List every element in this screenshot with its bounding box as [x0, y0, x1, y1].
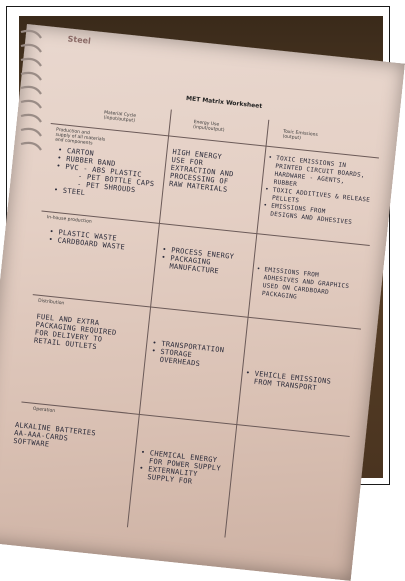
- cell-distribution-toxic: • VEHICLE EMISSIONS FROM TRANSPORT: [244, 368, 332, 393]
- cell-operation-material: ALKALINE BATTERIES AA-AAA-CARDS SOFTWARE: [12, 420, 97, 449]
- cell-distribution-energy: • TRANSPORTATION • STORAGE OVERHEADS: [150, 338, 225, 368]
- cell-production-energy: HIGH ENERGY USE FOR EXTRACTION AND PROCESSING OF RAW MATERIALS: [168, 147, 235, 194]
- row-label-inhouse: In-house production: [46, 215, 92, 225]
- worksheet-title: MET Matrix Worksheet: [185, 95, 263, 111]
- cell-distribution-material: FUEL AND EXTRA PACKAGING REQUIRED FOR DELIVERY TO RETAIL OUTLETS: [33, 312, 117, 352]
- column-header-toxic: Toxic Emissions (output): [282, 129, 318, 142]
- row-label-distribution: Distribution: [37, 298, 65, 307]
- column-header-energy: Energy Use (input/output): [192, 119, 225, 134]
- photo: [12, 16, 383, 486]
- cell-operation-energy: • CHEMICAL ENERGY FOR POWER SUPPLY • EXTERNALITY SUPPLY FOR: [137, 448, 222, 486]
- brand-logo: Steel: [67, 34, 92, 46]
- column-header-material: Material Cycle (input/output): [103, 110, 137, 124]
- cell-production-toxic: • TOXIC EMISSIONS IN PRINTED CIRCUIT BOARDS, HARDWARE - AGENTS, RUBBER • TOXIC ADDITIVES & RELEASE PELLETS • EMISSIONS FROM DESIGNS AND ADHESIVES: [262, 153, 371, 227]
- cell-inhouse-material: • PLASTIC WASTE • CARDBOARD WASTE: [48, 227, 126, 252]
- spiral-binding: [19, 16, 79, 478]
- row-label-operation: Operation: [32, 406, 56, 415]
- cell-inhouse-energy: • PROCESS ENERGY • PACKAGING MANUFACTURE: [160, 245, 235, 276]
- row-label-production: Production and supply of all materials and components: [54, 127, 106, 147]
- cell-inhouse-toxic: • EMISSIONS FROM ADHESIVES AND GRAPHICS USED ON CARDBOARD PACKAGING: [253, 265, 350, 301]
- cell-production-material: • CARTON • RUBBER BAND • PVC - ABS PLASTIC - PET BOTTLE CAPS - PET SHROUDS • STEEL: [53, 145, 155, 197]
